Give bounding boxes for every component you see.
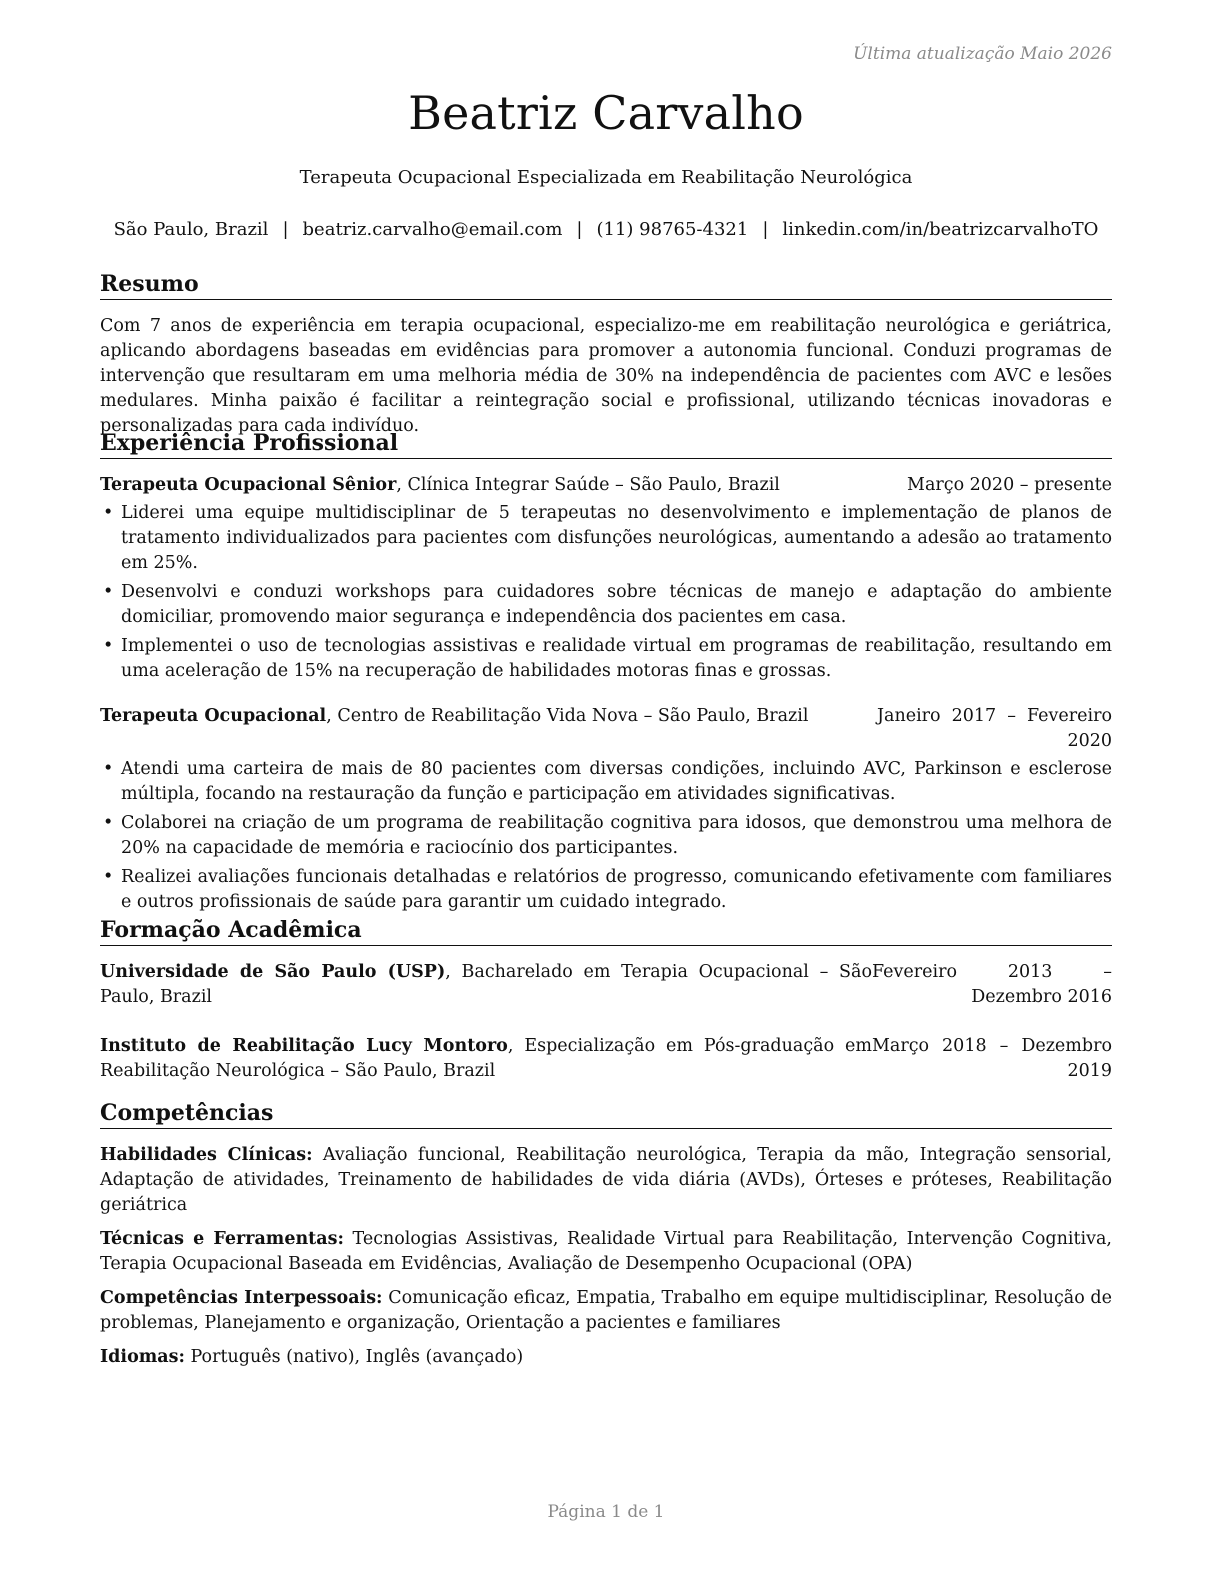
professional-title: Terapeuta Ocupacional Especializada em Reabilitação Neurológica <box>299 167 913 188</box>
contact-location: São Paulo, Brazil <box>113 219 269 240</box>
bullet-icon: • <box>103 759 114 779</box>
candidate-name: Beatriz Carvalho <box>408 86 804 140</box>
section-heading-summary: Resumo <box>100 271 1112 300</box>
contact-email[interactable]: beatriz.carvalho@email.com <box>302 219 563 240</box>
education-section <box>100 917 1112 1084</box>
experience-section <box>100 430 1112 919</box>
page-number: Página 1 de 1 <box>547 1502 665 1522</box>
job-entry <box>100 473 1112 684</box>
education-dates: Fevereiro 2013 – Dezembro 2016 <box>872 962 1112 1007</box>
last-updated: Última atualização Maio 2026 <box>853 44 1112 64</box>
skill-group-text: Tecnologias Assistivas, Realidade Virtual para Reabilitação, Intervenção Cognitiva, Terapia Ocupacional Baseada em Evidências, Avaliação de Desempenho Ocupacional (OPA) <box>100 1229 1112 1274</box>
list-item: • Liderei uma equipe multidisciplinar de 5 terapeutas no desenvolvimento e implementação de planos de tratamento individualizados para pacientes com disfunções neurológicas, aumentando a adesão ao tratamento em 25%. <box>103 503 1112 573</box>
job-header <box>100 473 1112 498</box>
list-item: • Implementei o uso de tecnologias assistivas e realidade virtual em programas de reabilitação, resultando em uma aceleração de 15% na recuperação de habilidades motoras finas e grossas. <box>103 636 1112 681</box>
bullet-icon: • <box>103 636 114 656</box>
job-bullets <box>100 757 1112 915</box>
contact-line <box>80 219 1132 240</box>
skills-section <box>100 1100 1112 1370</box>
bullet-icon: • <box>103 813 114 833</box>
institution-name: Universidade de São Paulo (USP) <box>100 962 446 982</box>
skill-group <box>100 1143 1112 1218</box>
degree-detail: , Bacharelado em Terapia Ocupacional – São Paulo, Brazil <box>100 962 872 1007</box>
skill-group <box>100 1286 1112 1336</box>
separator: | <box>576 219 583 240</box>
job-entry <box>100 704 1112 915</box>
skill-group-text: Comunicação eficaz, Empatia, Trabalho em equipe multidisciplinar, Resolução de problemas, Planejamento e organização, Orientação a pacientes e familiares <box>100 1288 1112 1333</box>
job-bullets <box>100 501 1112 684</box>
skill-group-label: Competências Interpessoais: <box>100 1288 383 1308</box>
job-role: Terapeuta Ocupacional <box>100 706 327 726</box>
education-entry <box>100 960 1112 1010</box>
summary-section <box>100 271 1112 439</box>
list-item: • Realizei avaliações funcionais detalhadas e relatórios de progresso, comunicando efetivamente com familiares e outros profissionais de saúde para garantir um cuidado integrado. <box>103 867 1112 912</box>
separator: | <box>282 219 289 240</box>
bullet-icon: • <box>103 867 114 887</box>
section-heading-experience: Experiência Profissional <box>100 430 1112 459</box>
skill-group-label: Idiomas: <box>100 1347 185 1367</box>
job-organization: , Clínica Integrar Saúde – São Paulo, Brazil <box>396 475 780 495</box>
skill-group-label: Técnicas e Ferramentas: <box>100 1229 344 1249</box>
job-header <box>100 704 1112 754</box>
bullet-icon: • <box>103 582 114 602</box>
job-dates: Março 2020 – presente <box>907 475 1112 495</box>
list-item: • Atendi uma carteira de mais de 80 pacientes com diversas condições, incluindo AVC, Parkinson e esclerose múltipla, focando na restauração da função e participação em atividades significativas. <box>103 759 1112 804</box>
skill-group-text: Avaliação funcional, Reabilitação neurológica, Terapia da mão, Integração sensorial, Adaptação de atividades, Treinamento de habilidades de vida diária (AVDs), Órteses e próteses, Reabilitação geriátrica <box>100 1145 1112 1215</box>
bullet-icon: • <box>103 503 114 523</box>
section-heading-education: Formação Acadêmica <box>100 917 1112 946</box>
job-organization: , Centro de Reabilitação Vida Nova – São Paulo, Brazil <box>326 706 809 726</box>
institution-name: Instituto de Reabilitação Lucy Montoro <box>100 1036 508 1056</box>
summary-text: Com 7 anos de experiência em terapia ocupacional, especializo-me em reabilitação neurológica e geriátrica, aplicando abordagens baseadas em evidências para promover a autonomia funcional. Conduzi programas de intervenção que resultaram em uma melhoria média de 30% na independência de pacientes com AVC e lesões medulares. Minha paixão é facilitar a reintegração social e profissional, utilizando técnicas inovadoras e personalizadas para cada indivíduo. <box>100 316 1112 436</box>
education-dates: Março 2018 – Dezembro 2019 <box>872 1036 1112 1081</box>
section-heading-skills: Competências <box>100 1100 1112 1129</box>
list-item: • Colaborei na criação de um programa de reabilitação cognitiva para idosos, que demonstrou uma melhora de 20% na capacidade de memória e raciocínio dos participantes. <box>103 813 1112 858</box>
degree-detail: , Especialização em Pós-graduação em Reabilitação Neurológica – São Paulo, Brazil <box>100 1036 872 1081</box>
skill-group-label: Habilidades Clínicas: <box>100 1145 313 1165</box>
separator: | <box>762 219 769 240</box>
job-dates: Janeiro 2017 – Fevereiro 2020 <box>877 706 1112 751</box>
education-entry <box>100 1034 1112 1084</box>
contact-phone: (11) 98765-4321 <box>596 219 749 240</box>
skill-group <box>100 1345 1112 1370</box>
list-item: • Desenvolvi e conduzi workshops para cuidadores sobre técnicas de manejo e adaptação do ambiente domiciliar, promovendo maior segurança e independência dos pacientes em casa. <box>103 582 1112 627</box>
contact-linkedin[interactable]: linkedin.com/in/beatrizcarvalhoTO <box>782 219 1099 240</box>
skill-group-text: Português (nativo), Inglês (avançado) <box>184 1347 524 1367</box>
job-role: Terapeuta Ocupacional Sênior <box>100 475 397 495</box>
skill-group <box>100 1227 1112 1277</box>
